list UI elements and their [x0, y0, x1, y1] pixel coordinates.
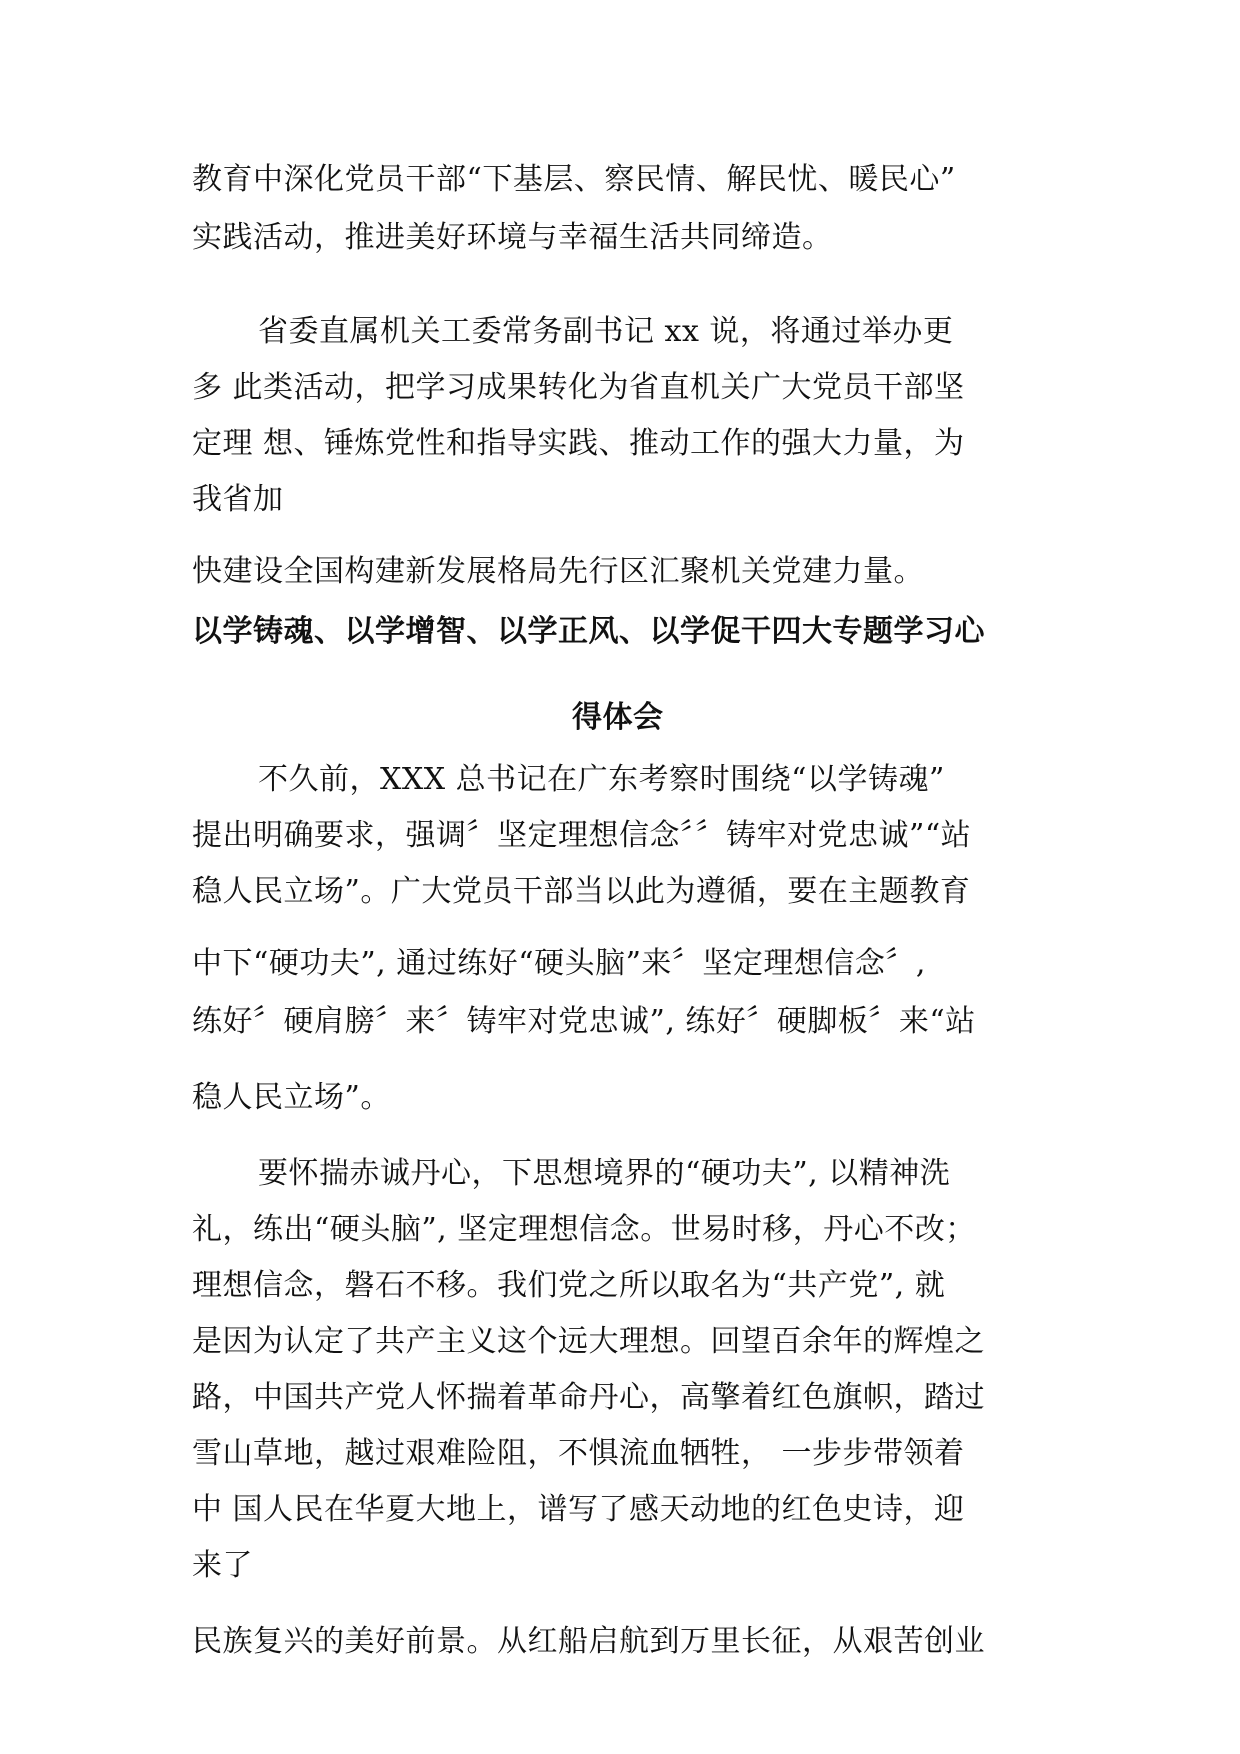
- text-line: 雪山草地，越过艰难险阻，不惧流血牺牲， 一步步带领着: [192, 1436, 965, 1471]
- text-line: 稳人民立场”。广大党员干部当以此为遵循，要在主题教育: [192, 874, 971, 909]
- text-line: 稳人民立场”。: [192, 1080, 391, 1115]
- section-heading-line-2: 得体会: [572, 700, 664, 735]
- text-line: 民族复兴的美好前景。从红船启航到万里长征，从艰苦创业: [192, 1624, 985, 1659]
- paragraph-start-line: 省委直属机关工委常务副书记 xx 说，将通过举办更: [258, 314, 954, 349]
- text-line: 多 此类活动，把学习成果转化为省直机关广大党员干部坚: [192, 370, 965, 405]
- text-line: 提出明确要求，强调〞坚定理想信念〞〞铸牢对党忠诚”“站: [192, 818, 972, 853]
- section-heading-line-1: 以学铸魂、以学增智、以学正风、以学促干四大专题学习心: [192, 614, 985, 649]
- paragraph-start-line: 要怀揣赤诚丹心，下思想境界的“硬功夫”, 以精神洗: [258, 1156, 951, 1191]
- text-line: 实践活动，推进美好环境与幸福生活共同缔造。: [192, 220, 833, 255]
- text-line: 教育中深化党员干部“下基层、察民情、解民忧、暖民心”: [192, 162, 956, 197]
- text-line: 来了: [192, 1548, 253, 1583]
- text-line: 我省加: [192, 482, 284, 517]
- text-line: 快建设全国构建新发展格局先行区汇聚机关党建力量。: [192, 554, 924, 589]
- text-line: 中 国人民在华夏大地上，谱写了感天动地的红色史诗，迎: [192, 1492, 965, 1527]
- text-line: 中下“硬功夫”, 通过练好“硬头脑”来〞坚定理想信念〞,: [192, 946, 926, 981]
- text-line: 练好〞硬肩膀〞来〞铸牢对党忠诚”, 练好〞硬脚板〞来“站: [192, 1004, 976, 1039]
- text-line: 理想信念，磐石不移。我们党之所以取名为“共产党”, 就: [192, 1268, 946, 1303]
- paragraph-start-line: 不久前，XXX 总书记在广东考察时围绕“以学铸魂”: [258, 762, 945, 797]
- text-line: 路，中国共产党人怀揣着革命丹心，高擎着红色旗帜，踏过: [192, 1380, 985, 1415]
- text-line: 定理 想、锤炼党性和指导实践、推动工作的强大力量，为: [192, 426, 965, 461]
- text-line: 礼，练出“硬头脑”, 坚定理想信念。世易时移，丹心不改；: [192, 1212, 976, 1247]
- text-line: 是因为认定了共产主义这个远大理想。回望百余年的辉煌之: [192, 1324, 985, 1359]
